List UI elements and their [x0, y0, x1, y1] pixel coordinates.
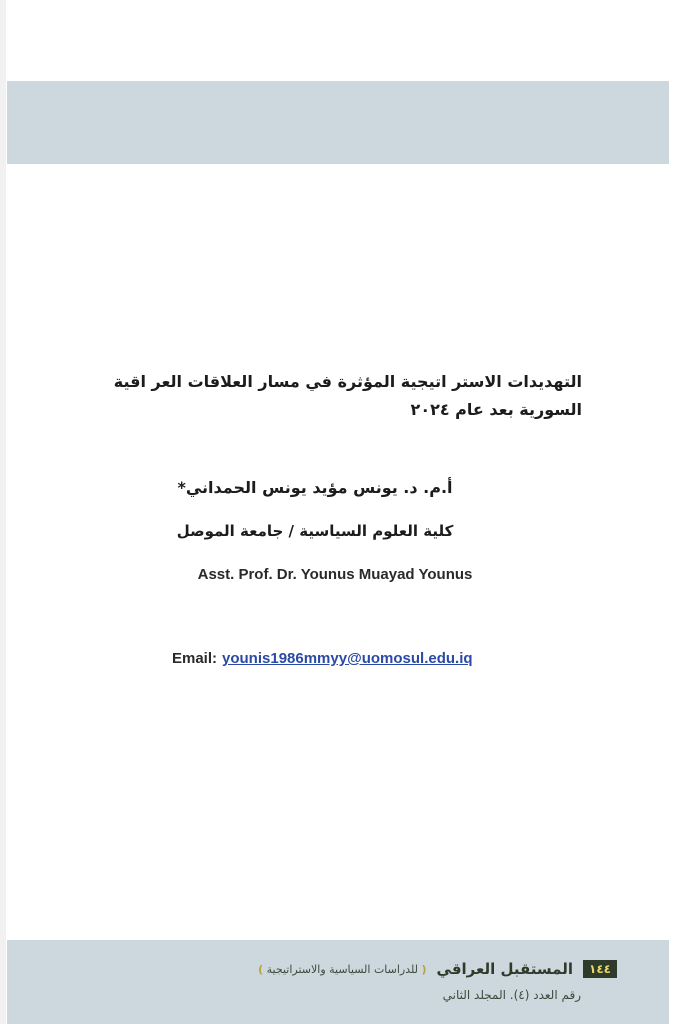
email-line [172, 650, 473, 667]
issue-info: رقم العدد (٤). المجلد الثاني [442, 988, 581, 1002]
email-link[interactable]: younis1986mmyy@uomosul.edu.iq [222, 650, 473, 667]
journal-footer [258, 960, 617, 978]
bracket-open: ( [421, 962, 427, 976]
email-label: Email: [172, 650, 218, 667]
author-affiliation-arabic: كلية العلوم السياسية / جامعة الموصل [176, 522, 454, 540]
page-edge [0, 0, 6, 1024]
bracket-close: ) [258, 962, 264, 976]
page-number: ١٤٤ [583, 960, 617, 978]
journal-name: المستقبل العراقي [436, 960, 574, 978]
journal-subtitle-text: للدراسات السياسية والاستراتيجية [266, 962, 419, 976]
journal-subtitle [258, 963, 426, 976]
author-name-english: Asst. Prof. Dr. Younus Muayad Younus [197, 566, 473, 583]
author-name-arabic: أ.م. د. يونس مؤيد يونس الحمداني* [177, 478, 453, 497]
header-band [7, 81, 669, 164]
footer-band [7, 940, 669, 1024]
article-title: التهديدات الاستر اتيجية المؤثرة في مسار العلاقات العر اقية السورية بعد عام ٢٠٢٤ [113, 372, 582, 419]
